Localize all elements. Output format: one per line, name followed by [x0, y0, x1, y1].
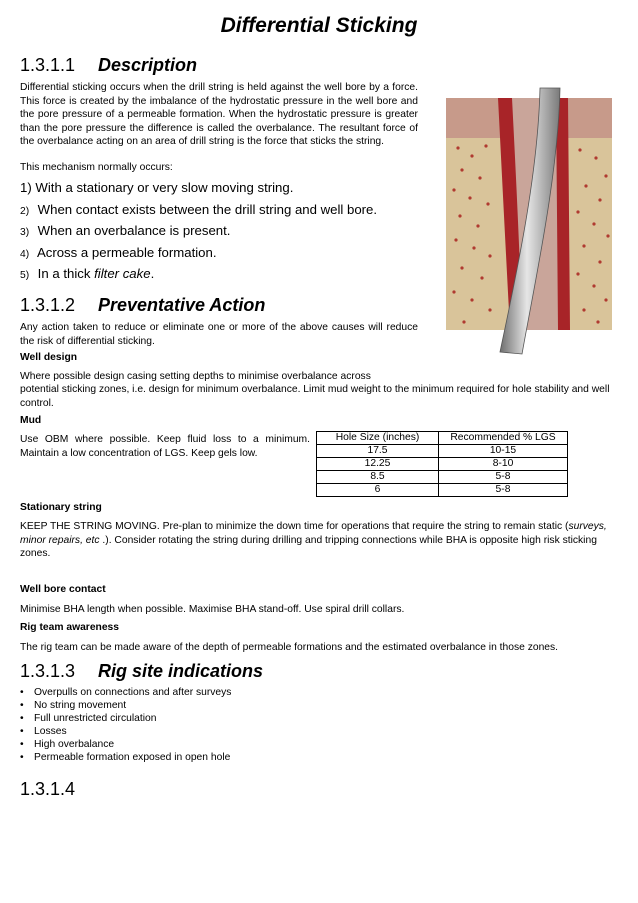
section-title: Rig site indications — [98, 661, 264, 681]
list-item-number: 5) — [20, 270, 30, 281]
heading-section-4 — [20, 779, 98, 800]
list-item — [20, 700, 126, 711]
list-item-text: Full unrestricted circulation — [34, 713, 157, 724]
table-header: Recommended % LGS — [439, 432, 568, 445]
table-row — [317, 458, 568, 471]
list-item-text: Permeable formation exposed in open hole — [34, 752, 231, 763]
list-item — [20, 245, 217, 260]
table-row — [317, 484, 568, 497]
list-item — [20, 266, 154, 281]
list-item — [20, 726, 67, 737]
list-item-text: When an overbalance is present. — [37, 223, 231, 238]
bullet-icon: • — [20, 687, 24, 698]
list-item-text: Across a permeable formation. — [36, 245, 217, 260]
list-item-text: No string movement — [34, 700, 127, 711]
subheading-well-design: Well design — [20, 352, 78, 363]
well-bore-contact-paragraph: Minimise BHA length when possible. Maximise BHA stand-off. Use spiral drill collars. — [20, 604, 405, 615]
mud-paragraph: Use OBM where possible. Keep fluid loss to a minimum. Maintain a low concentration of LGS. Keep gels low. — [20, 434, 310, 459]
list-item-text: Losses — [34, 726, 67, 737]
stationary-examples: surveys, minor repairs, etc — [20, 521, 607, 546]
table-cell: 10-15 — [439, 445, 568, 458]
differential-sticking-illustration — [440, 86, 618, 358]
stationary-paragraph — [20, 520, 616, 561]
stationary-text: KEEP THE STRING MOVING. Pre-plan to minimize the down time for operations that require the string to remain static ( — [20, 521, 569, 532]
list-item-text: In a thick — [37, 266, 95, 281]
table-cell: 8.5 — [317, 471, 439, 484]
table-header-row — [317, 432, 568, 445]
list-item-text: With a stationary or very slow moving string. — [35, 180, 294, 195]
list-item — [20, 180, 293, 195]
list-item — [20, 202, 377, 217]
table-cell: 12.25 — [317, 458, 439, 471]
list-item-number: 3) — [20, 227, 30, 238]
list-item-text: Overpulls on connections and after surveys — [34, 687, 232, 698]
list-item — [20, 223, 230, 238]
bullet-icon: • — [20, 713, 24, 724]
section-number: 1.3.1.2 — [20, 295, 76, 315]
bullet-icon: • — [20, 700, 24, 711]
rig-team-paragraph: The rig team can be made aware of the depth of permeable formations and the estimated overbalance in those zones. — [20, 642, 559, 653]
table-row — [317, 445, 568, 458]
section-number: 1.3.1.3 — [20, 661, 76, 681]
table-row — [317, 471, 568, 484]
subheading-rig-team-awareness: Rig team awareness — [20, 622, 120, 633]
preventative-paragraph: Any action taken to reduce or eliminate one or more of the above causes will reduce the risk of differential sticking. — [20, 322, 418, 347]
well-design-line1: Where possible design casing setting depths to minimise overbalance across — [20, 371, 371, 382]
mechanism-intro: This mechanism normally occurs: — [20, 162, 173, 173]
bullet-icon: • — [20, 726, 24, 737]
list-item — [20, 687, 231, 698]
table-cell: 8-10 — [439, 458, 568, 471]
bullet-icon: • — [20, 752, 24, 763]
heading-preventative-action — [20, 295, 265, 316]
list-item-number: 2) — [20, 206, 30, 217]
list-item — [20, 713, 156, 724]
list-item-text: High overbalance — [34, 739, 115, 750]
section-number: 1.3.1.4 — [20, 779, 76, 799]
page-title: Differential Sticking — [220, 14, 418, 37]
table-cell: 6 — [317, 484, 439, 497]
table-cell: 5-8 — [439, 471, 568, 484]
list-item — [20, 752, 230, 763]
list-item-text: . — [150, 266, 155, 281]
heading-rig-site-indications — [20, 661, 263, 682]
list-item-text: 1) — [20, 180, 32, 195]
table-header: Hole Size (inches) — [317, 432, 439, 445]
lgs-table — [316, 431, 568, 497]
table-cell: 5-8 — [439, 484, 568, 497]
section-title: Description — [98, 55, 198, 75]
list-item-text: When contact exists between the drill string and well bore. — [37, 202, 378, 217]
table-cell: 17.5 — [317, 445, 439, 458]
list-item-number: 4) — [20, 249, 30, 260]
list-item — [20, 739, 114, 750]
well-design-line2: potential sticking zones, i.e. design for minimum overbalance. Limit mud weight to the minimum required for hole stability and well control. — [20, 384, 610, 409]
bullet-icon: • — [20, 739, 24, 750]
subheading-well-bore-contact: Well bore contact — [20, 584, 106, 595]
subheading-mud: Mud — [20, 415, 42, 426]
heading-description — [20, 55, 197, 76]
stationary-text: .). Consider rotating the string during drilling and tripping connections while BHA is opposite high risk sticking zones. — [20, 534, 597, 559]
filter-cake-term: filter cake — [94, 266, 151, 281]
subheading-stationary-string: Stationary string — [20, 502, 102, 513]
description-paragraph: Differential sticking occurs when the drill string is held against the well bore by a force. This force is created by the imbalance of the hydrostatic pressure in the well bore and the pore pressure of a permeable formation. When the hydrostatic pressure is greater than the pore pressure the difference is called the overbalance. The resultant force of the overbalance acting on an area of drill string is the force that sticks the string. — [20, 82, 418, 147]
section-title: Preventative Action — [98, 295, 266, 315]
section-number: 1.3.1.1 — [20, 55, 76, 75]
